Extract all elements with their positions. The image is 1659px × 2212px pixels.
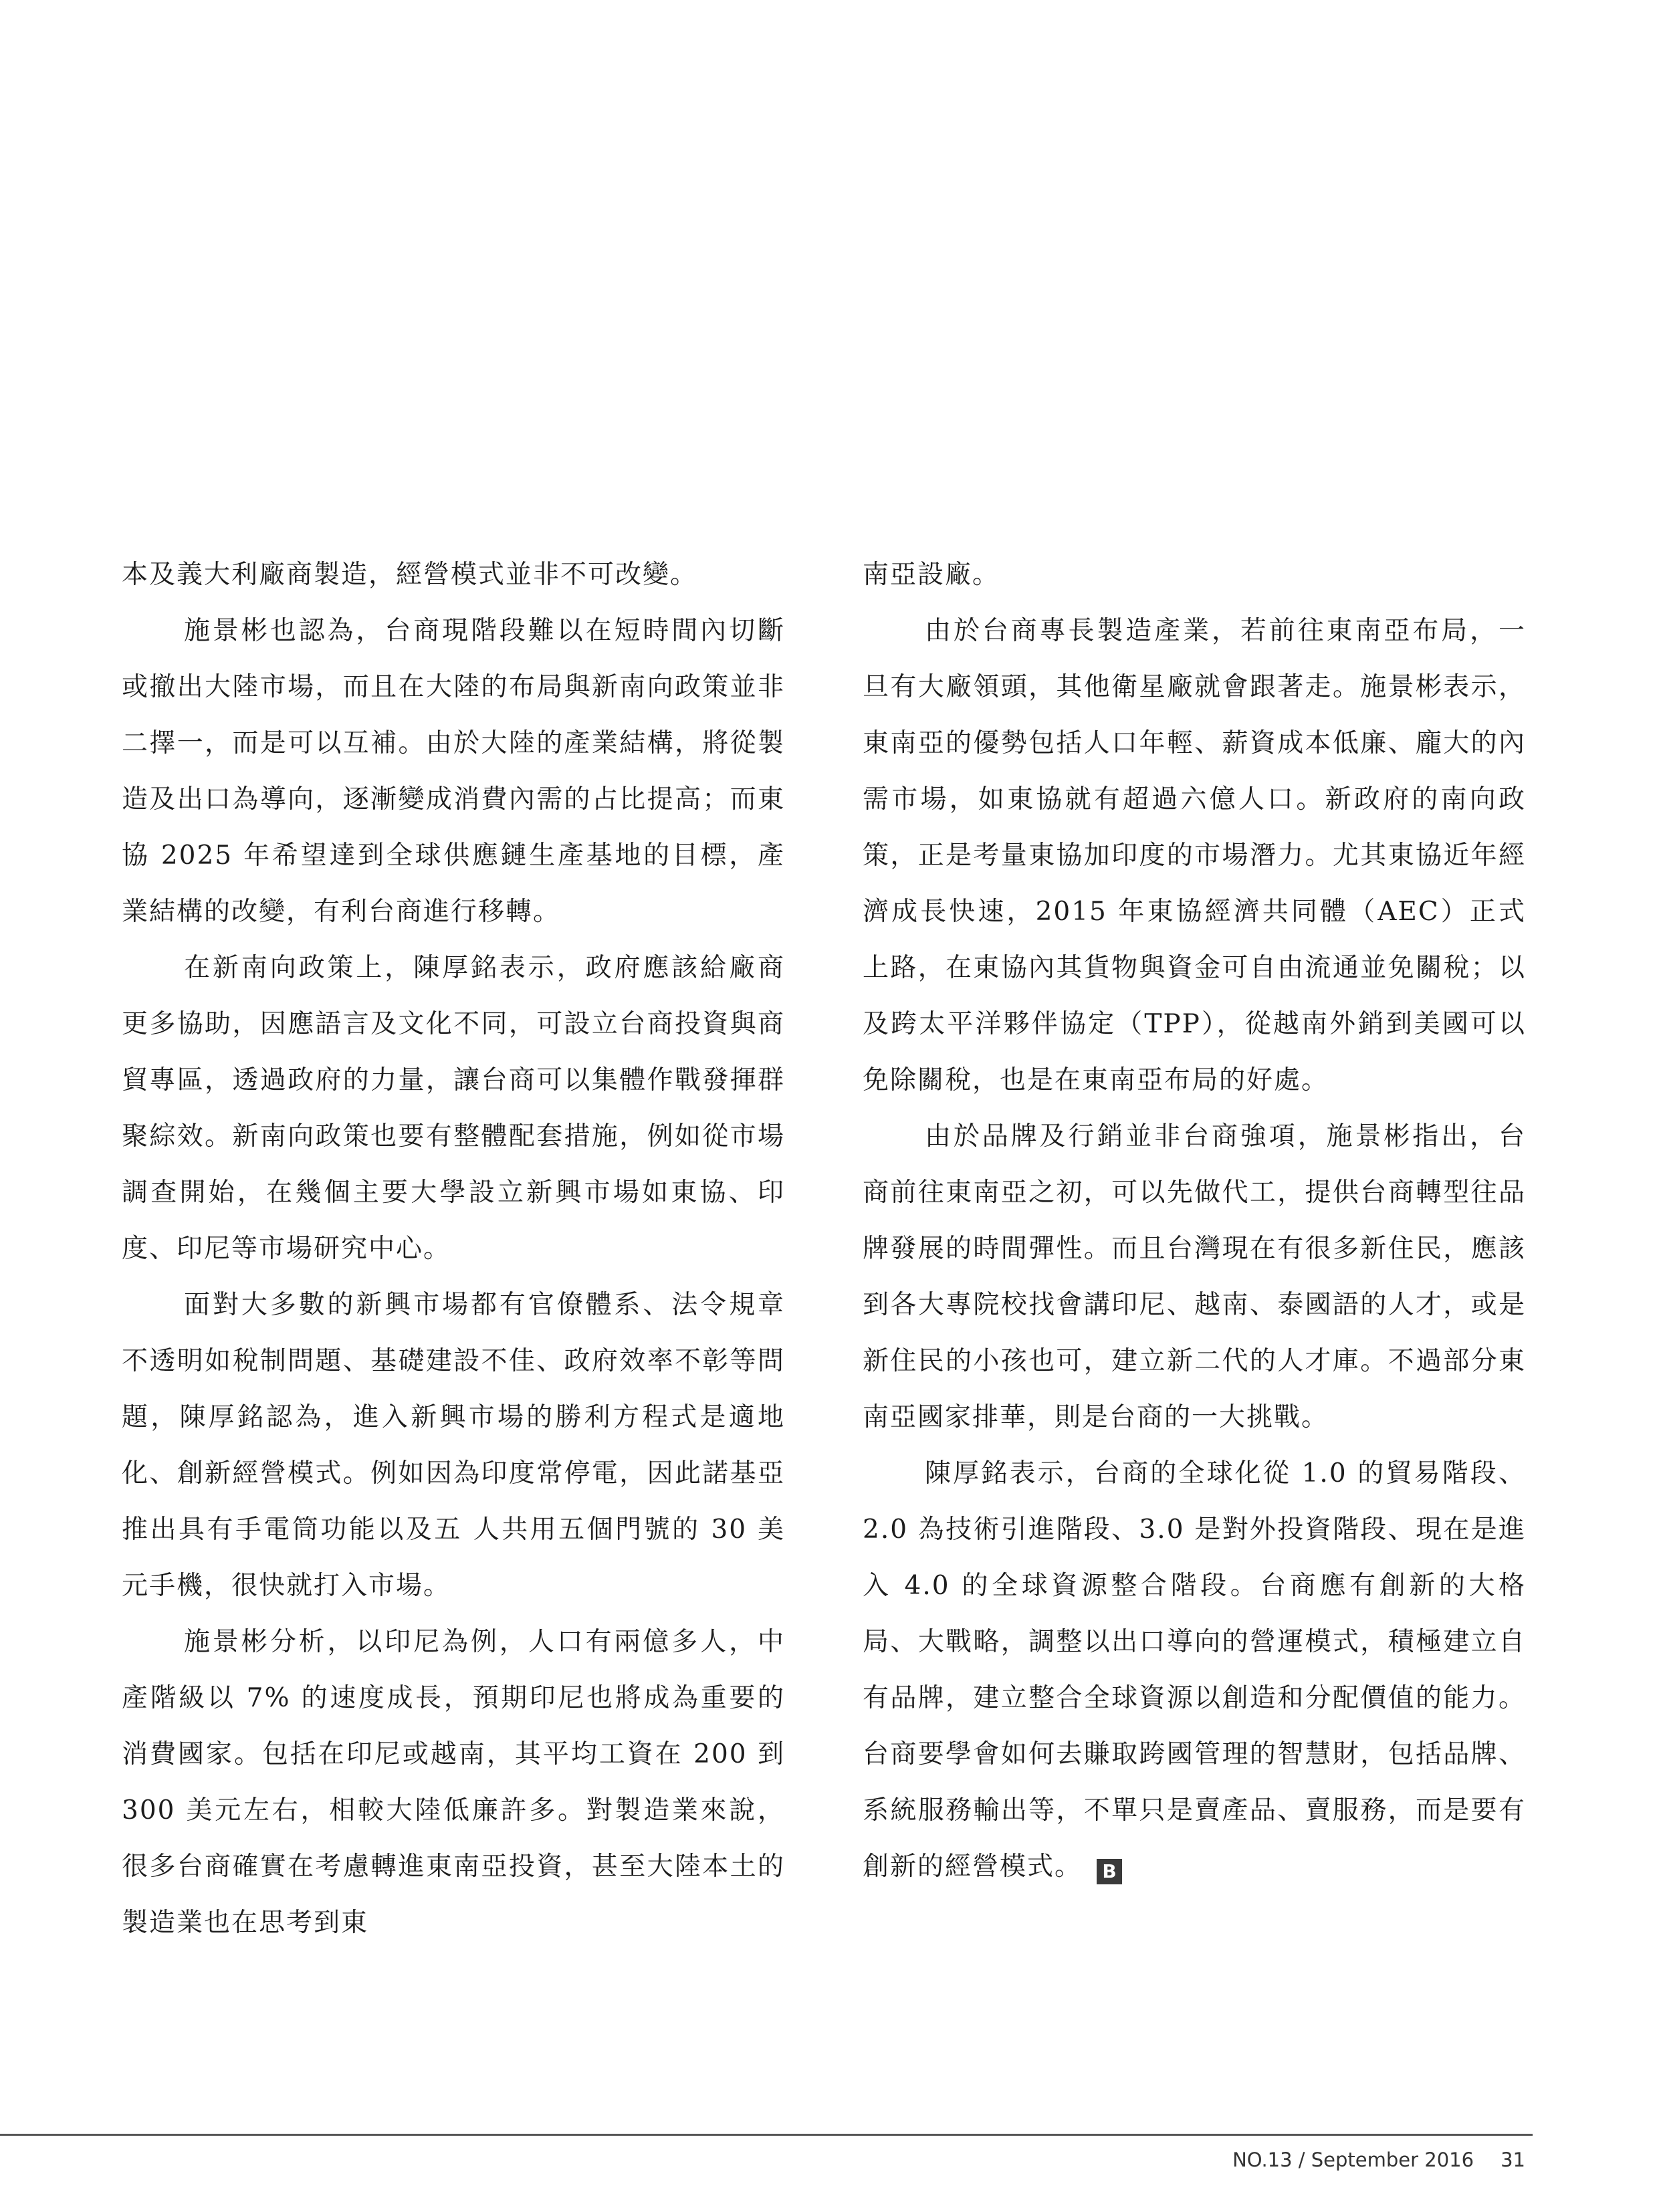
paragraph: 施景彬也認為，台商現階段難以在短時間內切斷或撤出大陸市場，而且在大陸的布局與新南向政策並非二擇一，而是可以互補。由於大陸的產業結構，將從製造及出口為導向，逐漸變成消費內需的占比提高；而東協 2025 年希望達到全球供應鏈生產基地的目標，產業結構的改變，有利台商進行移轉。 bbox=[122, 616, 785, 927]
article-right-column bbox=[863, 547, 1526, 1895]
paragraph: 面對大多數的新興市場都有官僚體系、法令規章不透明如稅制問題、基礎建設不佳、政府效率不彰等問題，陳厚銘認為，進入新興市場的勝利方程式是適地化、創新經營模式。例如因為印度常停電，因此諾基亞推出具有手電筒功能以及五 人共用五個門號的 30 美元手機，很快就打入市場。 bbox=[122, 1290, 785, 1601]
end-mark-icon: B bbox=[1097, 1859, 1122, 1884]
paragraph: 南亞設廠。 bbox=[863, 560, 1000, 590]
paragraph: 施景彬分析，以印尼為例，人口有兩億多人，中產階級以 7% 的速度成長，預期印尼也將成為重要的消費國家。包括在印尼或越南，其平均工資在 200 到 300 美元左右，相較大陸低廉許多。對製造業來說，很多台商確實在考慮轉進東南亞投資，甚至大陸本土的製造業也在思考到東 bbox=[122, 1627, 785, 1938]
paragraph: 由於品牌及行銷並非台商強項，施景彬指出，台商前往東南亞之初，可以先做代工，提供台商轉型往品牌發展的時間彈性。而且台灣現在有很多新住民，應該到各大專院校找會講印尼、越南、泰國語的人才，或是新住民的小孩也可，建立新二代的人才庫。不過部分東南亞國家排華，則是台商的一大挑戰。 bbox=[863, 1121, 1526, 1432]
page-number: 31 bbox=[1501, 2148, 1525, 2171]
paragraph-text: 陳厚銘表示，台商的全球化從 1.0 的貿易階段、2.0 為技術引進階段、3.0 是對外投資階段、現在是進入 4.0 的全球資源整合階段。台商應有創新的大格局、大戰略，調整以出口導向的營運模式，積極建立自有品牌，建立整合全球資源以創造和分配價值的能力。台商要學會如何去賺取跨國管理的智慧財，包括品牌、系統服務輸出等，不單只是賣產品、賣服務，而是要有創新的經營模式。 bbox=[863, 1458, 1526, 1882]
paragraph: 本及義大利廠商製造，經營模式並非不可改變。 bbox=[122, 560, 698, 590]
footer-divider bbox=[0, 2134, 1533, 2136]
article-left-column bbox=[122, 547, 785, 1951]
paragraph: 由於台商專長製造產業，若前往東南亞布局，一旦有大廠領頭，其他衛星廠就會跟著走。施景彬表示，東南亞的優勢包括人口年輕、薪資成本低廉、龐大的內需市場，如東協就有超過六億人口。新政府的南向政策，正是考量東協加印度的市場潛力。尤其東協近年經濟成長快速，2015 年東協經濟共同體（AEC）正式上路，在東協內其貨物與資金可自由流通並免關稅；以及跨太平洋夥伴協定（TPP），從越南外銷到美國可以免除關稅，也是在東南亞布局的好處。 bbox=[863, 616, 1526, 1095]
final-paragraph bbox=[863, 1446, 1526, 1895]
paragraph: 在新南向政策上，陳厚銘表示，政府應該給廠商更多協助，因應語言及文化不同，可設立台商投資與商貿專區，透過政府的力量，讓台商可以集體作戰發揮群聚綜效。新南向政策也要有整體配套措施，例如從市場調查開始，在幾個主要大學設立新興市場如東協、印度、印尼等市場研究中心。 bbox=[122, 953, 785, 1264]
issue-label: NO.13 / September 2016 bbox=[1232, 2148, 1474, 2171]
page-footer bbox=[1232, 2148, 1525, 2171]
